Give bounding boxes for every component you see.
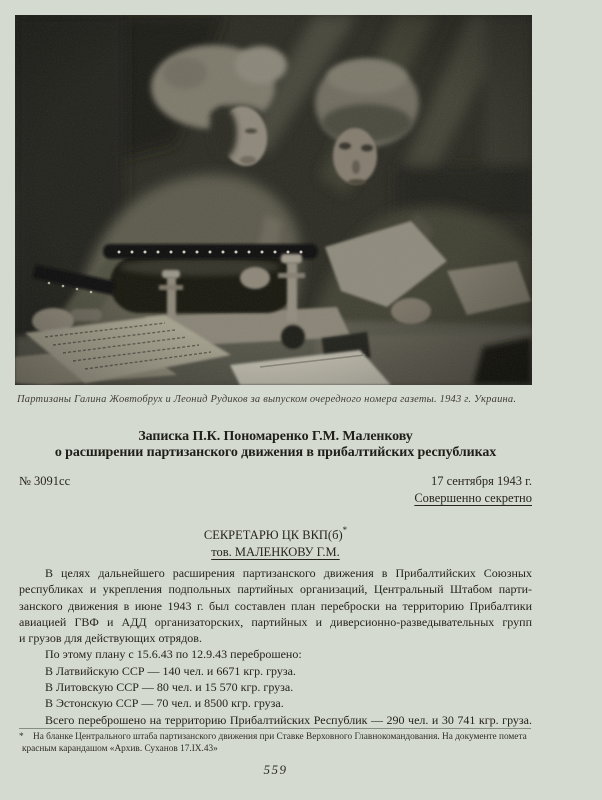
body-line: В Литовскую ССР — 80 чел. и 15 570 кгр. груза.: [45, 680, 294, 695]
photo-caption: Партизаны Галина Жовтобрух и Леонид Рудиков за выпуском очередного номера газеты. 1943 г. Украина.: [17, 394, 517, 405]
body-line: занского движения в июне 1943 г. был составлен план переброски на территорию Прибалтики: [19, 598, 532, 613]
secrecy-stamp: Совершенно секретно: [414, 491, 532, 505]
footnote: [19, 732, 539, 755]
body-line: По этому плану с 15.6.43 по 12.9.43 переброшено:: [45, 647, 302, 662]
document-date: 17 сентября 1943 г.: [430, 474, 532, 488]
title-line-2: о расширении партизанского движения в прибалтийских республиках: [54, 444, 497, 460]
footnote-line-1: [19, 732, 539, 744]
document-meta: [19, 474, 532, 506]
footnote-divider: [19, 728, 531, 729]
photo-partisans: [15, 15, 532, 385]
footnote-marker: *: [19, 732, 24, 742]
body-line: В Эстонскую ССР — 70 чел. и 8500 кгр. груза.: [45, 696, 284, 711]
body-line: В целях дальнейшего расширения партизанского движения в Прибалтийских Союзных: [45, 566, 532, 580]
footnote-text-1: На бланке Центрального штаба партизанского движения при Ставке Верховного Главнокомандования. На документе помета: [33, 732, 527, 742]
document-body: [19, 565, 532, 728]
addressee-block: [19, 522, 532, 560]
body-line: В Латвийскую ССР — 140 чел. и 6671 кгр. груза.: [45, 663, 296, 678]
title-line-1: Записка П.К. Пономаренко Г.М. Маленкову: [138, 429, 413, 444]
footnote-ref-marker: *: [342, 525, 348, 535]
body-line: Всего переброшено на территорию Прибалтийских Республик — 290 чел. и 30 741 кгр. груза.: [45, 712, 532, 727]
page-number: 559: [263, 762, 288, 777]
addressee-title: СЕКРЕТАРЮ ЦК ВКП(б): [203, 528, 343, 542]
body-line: и грузов для действующих отрядов.: [19, 631, 202, 646]
addressee-line-2: тов. МАЛЕНКОВУ Г.М.: [211, 544, 340, 559]
footnote-line-2: красным карандашом «Архив. Суханов 17.IX.43»: [22, 743, 218, 754]
body-line: республиках и укрепления подпольных партийных организаций, Центральный Штабом парти-: [19, 582, 532, 597]
body-line: авиацией ГВФ и АДД организаторских, партийных и диверсионно-разведывательных групп: [19, 614, 532, 629]
document-number: № 3091сс: [19, 474, 71, 488]
document-title: [19, 429, 532, 460]
addressee-line-1: [19, 522, 532, 544]
photo-illustration: [15, 15, 532, 385]
